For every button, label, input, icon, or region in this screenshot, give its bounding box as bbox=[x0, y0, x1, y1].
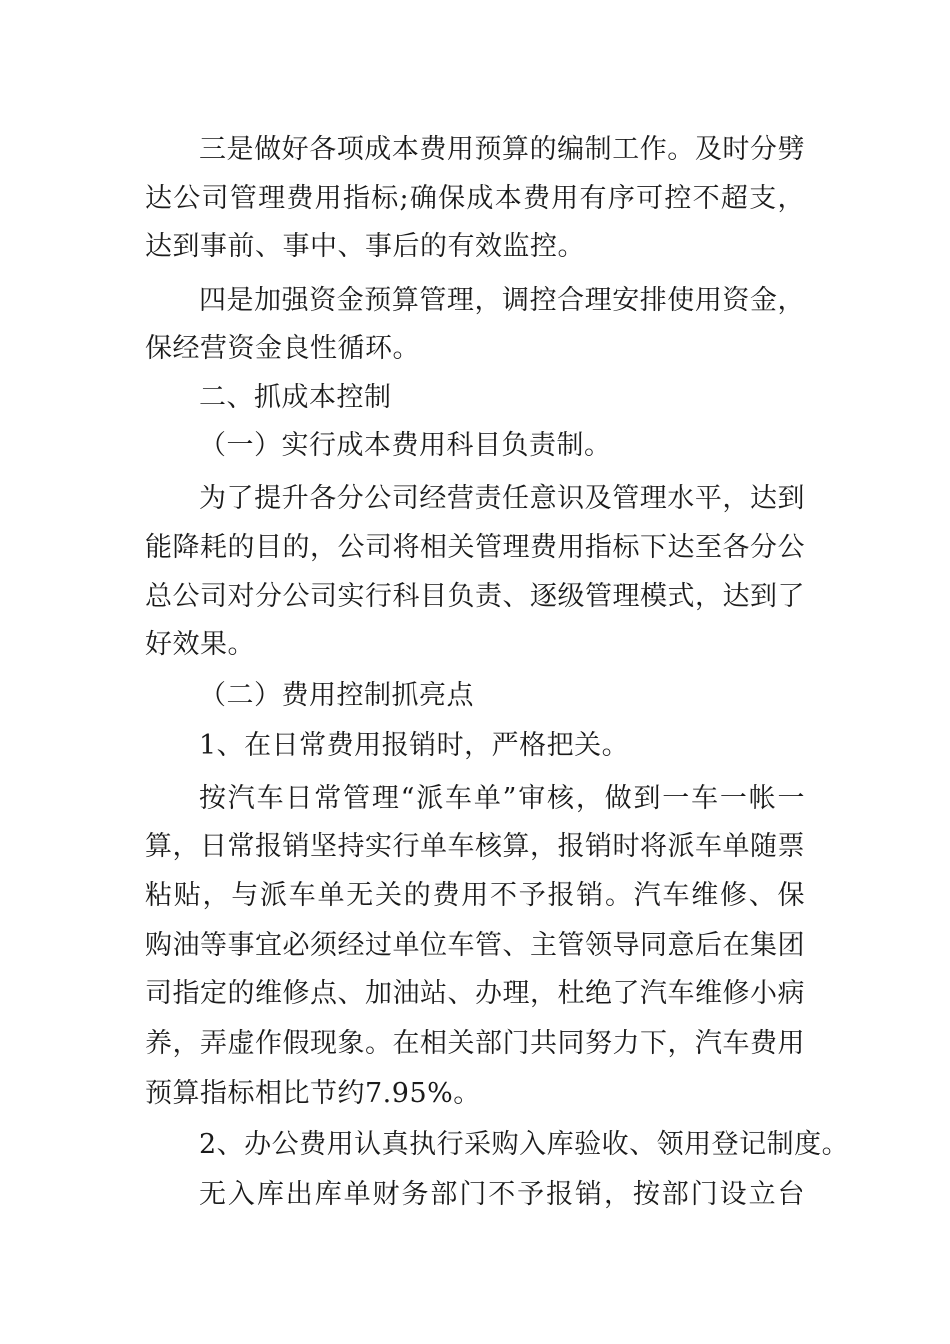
text-line: 达公司管理费用指标;确保成本费用有序可控不超支， bbox=[145, 183, 805, 214]
list-item-heading: 2、办公费用认真执行采购入库验收、领用登记制度。 bbox=[199, 1129, 850, 1160]
text-line: 总公司对分公司实行科目负责、逐级管理模式，达到了 bbox=[145, 581, 805, 612]
text-line: 能降耗的目的，公司将相关管理费用指标下达至各分公 bbox=[145, 532, 805, 563]
text-line: 三是做好各项成本费用预算的编制工作。及时分劈 bbox=[199, 134, 805, 165]
list-item-heading: 1、在日常费用报销时，严格把关。 bbox=[199, 730, 630, 761]
text-line: 按汽车日常管理“派车单”审核，做到一车一帐一 bbox=[199, 783, 805, 814]
text-line: 粘贴，与派车单无关的费用不予报销。汽车维修、保 bbox=[145, 880, 805, 911]
text-line: 达到事前、事中、事后的有效监控。 bbox=[145, 231, 585, 262]
text-line: 保经营资金良性循环。 bbox=[145, 333, 420, 364]
text-line: 为了提升各分公司经营责任意识及管理水平，达到 bbox=[199, 483, 805, 514]
text-line: 养，弄虚作假现象。在相关部门共同努力下，汽车费用 bbox=[145, 1028, 805, 1059]
text-line: 算，日常报销坚持实行单车核算，报销时将派车单随票 bbox=[145, 831, 805, 862]
subsection-heading: （二）费用控制抓亮点 bbox=[199, 680, 474, 711]
text-line: 购油等事宜必须经过单位车管、主管领导同意后在集团 bbox=[145, 930, 805, 961]
subsection-heading: （一）实行成本费用科目负责制。 bbox=[199, 430, 612, 461]
text-line: 无入库出库单财务部门不予报销，按部门设立台 bbox=[199, 1179, 805, 1210]
section-heading: 二、抓成本控制 bbox=[199, 382, 392, 413]
text-line: 四是加强资金预算管理，调控合理安排使用资金， bbox=[199, 285, 805, 316]
text-line: 好效果。 bbox=[145, 629, 255, 660]
text-line: 预算指标相比节约7.95%。 bbox=[145, 1078, 481, 1109]
text-line: 司指定的维修点、加油站、办理，杜绝了汽车维修小病 bbox=[145, 978, 805, 1009]
